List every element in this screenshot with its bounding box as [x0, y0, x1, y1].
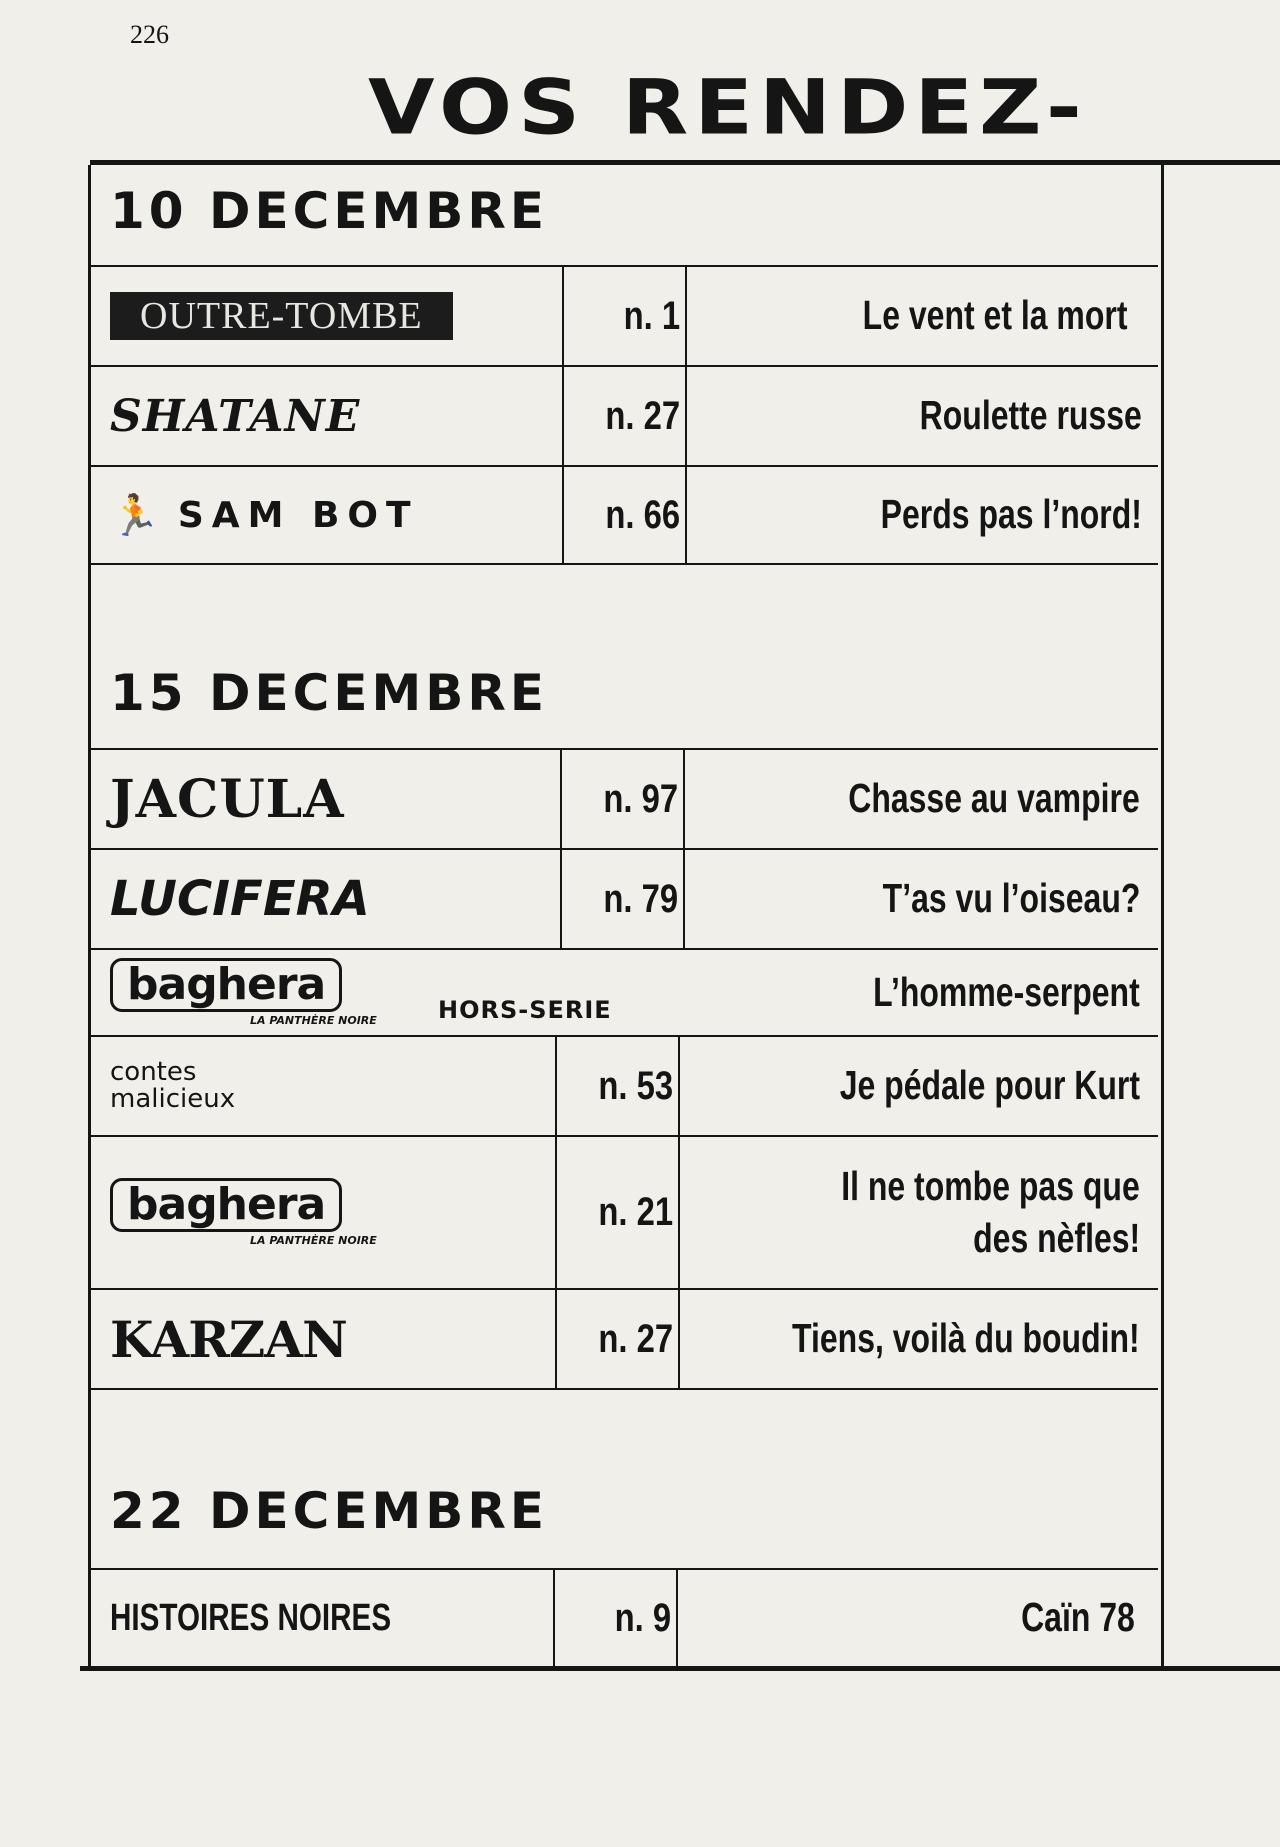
series-name: baghera — [110, 958, 342, 1012]
story-title-text: Je pédale pour Kurt — [839, 1062, 1140, 1109]
story-title — [687, 367, 1146, 465]
issue-number: n. 21 — [598, 1190, 674, 1234]
page-title: VOS RENDEZ- — [368, 63, 1088, 152]
column-divider — [553, 1568, 555, 1668]
story-title-text: Caïn 78 — [1021, 1594, 1135, 1641]
hors-serie-text: HORS-SERIE — [438, 996, 612, 1024]
issue-number: n. 27 — [605, 393, 681, 438]
row-divider — [90, 563, 1158, 565]
hors-serie-label — [438, 990, 612, 1030]
story-title — [680, 1137, 1144, 1288]
story-title — [685, 950, 1144, 1035]
story-title — [687, 267, 1131, 365]
series-name: OUTRE-TOMBE — [110, 292, 453, 340]
story-title-text: Tiens, voilà du boudin! — [792, 1315, 1140, 1362]
story-title-text: Perds pas l’nord! — [880, 491, 1142, 538]
column-divider — [562, 265, 564, 565]
series-logo-outre-tombe — [110, 267, 453, 365]
series-logo-sam-bot — [110, 467, 419, 563]
issue-number: n. 27 — [598, 1316, 674, 1361]
series-name: LUCIFERA — [110, 871, 370, 927]
column-divider — [555, 1035, 557, 1388]
frame-right-rule — [1162, 165, 1164, 1668]
story-title-text: T’as vu l’oiseau? — [882, 875, 1140, 922]
series-name: HISTOIRES NOIRES — [110, 1596, 392, 1639]
series-logo-contes-malicieux — [110, 1037, 300, 1135]
series-logo-baghera — [110, 950, 377, 1035]
issue-number: n. 66 — [605, 492, 681, 537]
series-name: baghera — [110, 1178, 342, 1232]
story-title-text: Chasse au vampire — [848, 775, 1140, 822]
row-divider — [90, 1388, 1158, 1390]
series-logo-jacula — [110, 750, 345, 848]
series-logo-shatane — [110, 367, 360, 465]
series-logo-lucifera — [110, 850, 370, 948]
bottom-rule — [80, 1666, 1280, 1671]
story-title — [685, 850, 1144, 948]
series-name: contes malicieux — [110, 1056, 236, 1114]
series-logo-histoires-noires — [110, 1570, 470, 1666]
series-name: JACULA — [110, 768, 345, 830]
date-heading-15-december: 15 DECEMBRE — [110, 664, 549, 722]
series-subtitle: LA PANTHÈRE NOIRE — [250, 1234, 377, 1248]
story-title-text: Le vent et la mort — [862, 292, 1127, 339]
story-title — [678, 1570, 1139, 1666]
series-name: SAM BOT — [177, 494, 419, 536]
series-name: KARZAN — [110, 1309, 347, 1369]
story-title-line-2: des nèfles! — [972, 1214, 1140, 1261]
story-title — [680, 1290, 1144, 1388]
story-title — [687, 467, 1146, 563]
series-logo-karzan — [110, 1290, 347, 1388]
issue-number: n. 97 — [603, 776, 679, 821]
page-number: 226 — [130, 20, 169, 49]
series-logo-baghera — [110, 1137, 377, 1288]
baghera-logo — [110, 958, 377, 1027]
story-title-line-1: Il ne tombe pas que — [841, 1163, 1140, 1210]
baghera-logo — [110, 1178, 377, 1247]
story-title — [685, 750, 1144, 848]
series-subtitle: LA PANTHÈRE NOIRE — [250, 1014, 377, 1028]
issue-number: n. 9 — [614, 1595, 672, 1640]
column-divider — [560, 748, 562, 948]
running-man-icon: 🏃 — [110, 493, 160, 538]
issue-number: n. 79 — [603, 876, 679, 921]
series-name: SHATANE — [110, 390, 361, 442]
story-title-text: Roulette russe — [919, 392, 1142, 439]
story-title — [680, 1037, 1144, 1135]
date-heading-22-december: 22 DECEMBRE — [110, 1482, 549, 1540]
story-title-text: L’homme-serpent — [873, 968, 1140, 1015]
issue-number: n. 1 — [623, 293, 681, 338]
issue-number: n. 53 — [598, 1063, 674, 1108]
date-heading-10-december: 10 DECEMBRE — [110, 182, 549, 240]
